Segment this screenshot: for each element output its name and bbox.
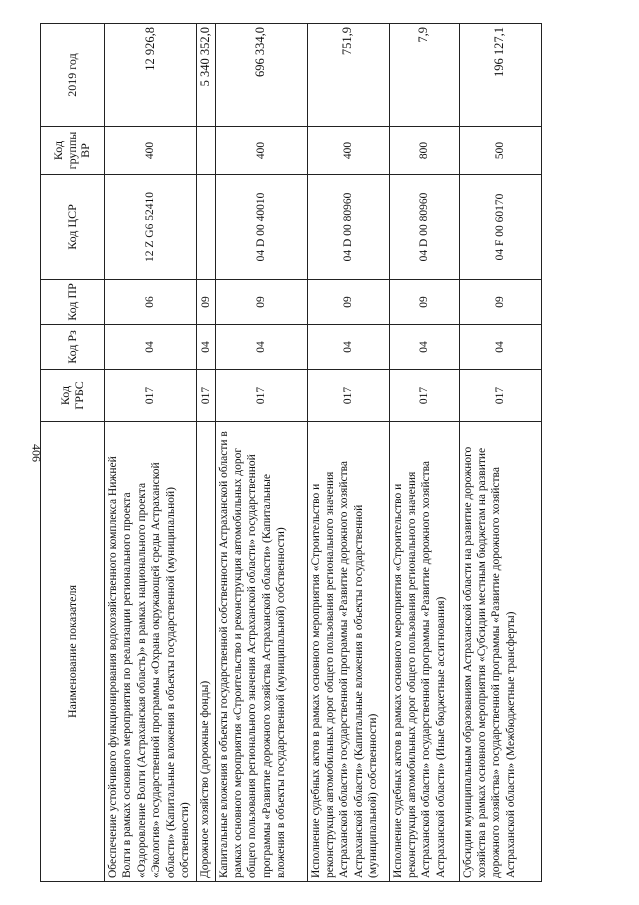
row-name: Исполнение судебных актов в рамках основного мероприятия «Строительство и реконструкция автомобильных дорог общего пользования регионального значения Астраханской области» государственной программы «Развитие дорожного хозяйства Астраханской области» (Иные бюджетные ассигнования) bbox=[389, 421, 459, 881]
row-vr: 800 bbox=[389, 126, 459, 174]
table-header-row bbox=[40, 23, 104, 881]
row-name: Обеспечение устойчивого функционирования водохозяйственного комплекса Нижней Волги в рамках основного мероприятия по реализации регионального проекта «Оздоровление Волги (Астраханская область)» в рамках национального проекта «Экология» государственной программы «Охрана окружающей среды Астраханской области» (Капитальные вложения в объекты государственной (муниципальной) собственности) bbox=[104, 421, 196, 881]
table-row bbox=[459, 23, 541, 881]
budget-table bbox=[40, 23, 542, 882]
row-grbs: 017 bbox=[104, 369, 196, 421]
row-pr: 09 bbox=[215, 279, 307, 324]
row-vr: 500 bbox=[459, 126, 541, 174]
row-rz: 04 bbox=[104, 324, 196, 369]
row-sum: 5 340 352,0 bbox=[196, 23, 215, 126]
header-rz: Код Рз bbox=[40, 324, 104, 369]
row-name: Дорожное хозяйство (дорожные фонды) bbox=[196, 421, 215, 881]
header-grbs: Код ГРБС bbox=[40, 369, 104, 421]
header-name: Наименование показателя bbox=[40, 421, 104, 881]
table-row bbox=[104, 23, 196, 881]
header-csr: Код ЦСР bbox=[40, 174, 104, 279]
row-pr: 09 bbox=[389, 279, 459, 324]
row-vr bbox=[196, 126, 215, 174]
row-rz: 04 bbox=[215, 324, 307, 369]
row-sum: 12 926,8 bbox=[104, 23, 196, 126]
row-grbs: 017 bbox=[215, 369, 307, 421]
row-name: Исполнение судебных актов в рамках основного мероприятия «Строительство и реконструкция автомобильных дорог общего пользования регионального значения Астраханской области» государственной программы «Развитие дорожного хозяйства Астраханской области» (Капитальные вложения в объекты государственной (муниципальной) собственности) bbox=[307, 421, 389, 881]
row-csr bbox=[196, 174, 215, 279]
table-row bbox=[307, 23, 389, 881]
row-sum: 696 334,0 bbox=[215, 23, 307, 126]
row-vr: 400 bbox=[215, 126, 307, 174]
row-sum: 196 127,1 bbox=[459, 23, 541, 126]
row-grbs: 017 bbox=[196, 369, 215, 421]
row-csr: 04 D 00 40010 bbox=[215, 174, 307, 279]
row-vr: 400 bbox=[104, 126, 196, 174]
row-csr: 04 D 00 80960 bbox=[389, 174, 459, 279]
row-name: Субсидии муниципальным образованиям Астраханской области на развитие дорожного хозяйства в рамках основного мероприятия «Субсидии местным бюджетам на развитие дорожного хозяйства» государственной программы «Развитие дорожного хозяйства Астраханской области» (Межбюджетные трансферты) bbox=[459, 421, 541, 881]
rotated-table-wrapper bbox=[40, 24, 600, 882]
row-rz: 04 bbox=[307, 324, 389, 369]
table-row bbox=[196, 23, 215, 881]
page-number: 406 bbox=[29, 444, 44, 462]
row-rz: 04 bbox=[459, 324, 541, 369]
row-vr: 400 bbox=[307, 126, 389, 174]
row-grbs: 017 bbox=[459, 369, 541, 421]
row-sum: 751,9 bbox=[307, 23, 389, 126]
row-csr: 04 F 00 60170 bbox=[459, 174, 541, 279]
row-pr: 09 bbox=[307, 279, 389, 324]
header-year: 2019 год bbox=[40, 23, 104, 126]
row-csr: 04 D 00 80960 bbox=[307, 174, 389, 279]
row-csr: 12 Z G6 52410 bbox=[104, 174, 196, 279]
row-rz: 04 bbox=[196, 324, 215, 369]
row-grbs: 017 bbox=[307, 369, 389, 421]
row-pr: 09 bbox=[196, 279, 215, 324]
row-sum: 7,9 bbox=[389, 23, 459, 126]
row-rz: 04 bbox=[389, 324, 459, 369]
row-name: Капитальные вложения в объекты государственной собственности Астраханской области в рамках основного мероприятия «Строительство и реконструкция автомобильных дорог общего пользования регионального значения Астраханской области» государственной программы «Развитие дорожного хозяйства Астраханской области» (Капитальные вложения в объекты государственной (муниципальной) собственности) bbox=[215, 421, 307, 881]
table-row bbox=[215, 23, 307, 881]
table-row bbox=[389, 23, 459, 881]
row-pr: 09 bbox=[459, 279, 541, 324]
row-pr: 06 bbox=[104, 279, 196, 324]
row-grbs: 017 bbox=[389, 369, 459, 421]
header-pr: Код ПР bbox=[40, 279, 104, 324]
header-vr: Код группы ВР bbox=[40, 126, 104, 174]
